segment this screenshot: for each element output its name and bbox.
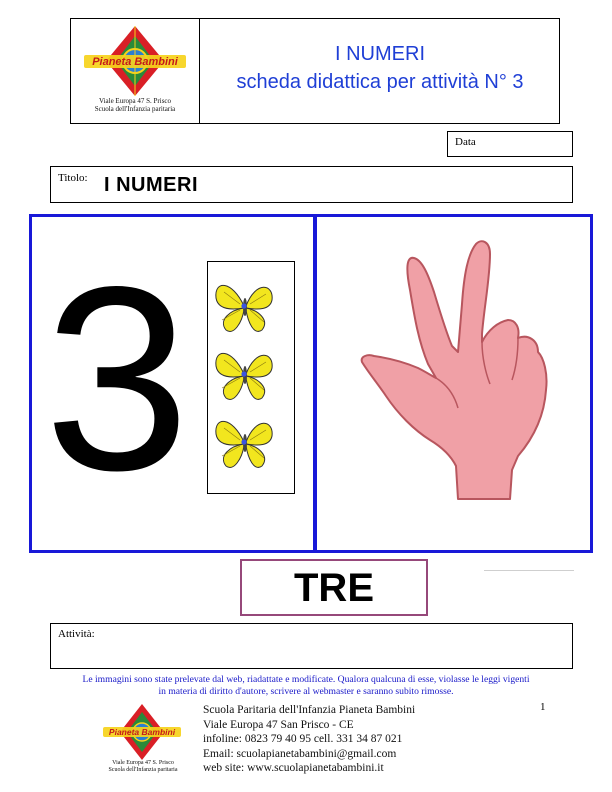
activity-field[interactable] [50, 623, 573, 669]
footer-contact [203, 703, 415, 776]
title-label: Titolo: [58, 172, 88, 184]
logo-caption-line2: Scuola dell'Infanzia paritaria [94, 105, 176, 113]
divider-line [484, 570, 574, 571]
title-value: I NUMERI [104, 174, 198, 196]
big-number: 3 [44, 232, 190, 525]
footer-website[interactable]: web site: www.scuolapianetabambini.it [203, 762, 384, 775]
footer-logo-caption [96, 760, 190, 774]
disclaimer-line2: in materia di diritto d'autore, scrivere al webmaster e saranno subito rimosse. [158, 686, 454, 697]
butterfly-icon [212, 276, 278, 338]
footer-school-name: Scuola Paritaria dell'Infanzia Pianeta Bambini [203, 704, 416, 716]
date-label: Data [455, 136, 476, 148]
number-word: TRE [294, 566, 374, 610]
hand-three-fingers-icon [358, 234, 558, 504]
footer-logo-caption-line1: Viale Europa 47 S. Prisco [112, 760, 174, 766]
logo-caption-line1: Viale Europa 47 S. Prisco [98, 97, 172, 105]
footer-phone: infoline: 0823 79 40 95 cell. 331 34 87 021 [203, 733, 403, 746]
butterfly-icon [212, 412, 278, 474]
header-title-line2: scheda didattica per attività N° 3 [236, 71, 524, 93]
footer-school-logo [100, 703, 184, 765]
copyright-disclaimer [30, 674, 582, 698]
logo-text: Pianeta Bambini [92, 56, 178, 68]
footer-email[interactable]: Email: scuolapianetabambini@gmail.com [203, 747, 397, 760]
page-number: 1 [540, 701, 546, 713]
disclaimer-line1: Le immagini sono state prelevate dal web, riadattate e modificate. Qualora qualcuna di esse, violasse le leggi vigenti [82, 674, 530, 685]
footer-logo-text: Pianeta Bambini [108, 727, 176, 737]
footer-address: Viale Europa 47 San Prisco - CE [203, 718, 354, 731]
butterfly-icon [212, 344, 278, 406]
header-title-line1: I NUMERI [335, 43, 425, 65]
footer-logo-caption-line2: Scuola dell'Infanzia paritaria [108, 767, 178, 773]
logo-caption [76, 97, 194, 113]
header-title [200, 40, 560, 96]
activity-label: Attività: [58, 628, 95, 640]
